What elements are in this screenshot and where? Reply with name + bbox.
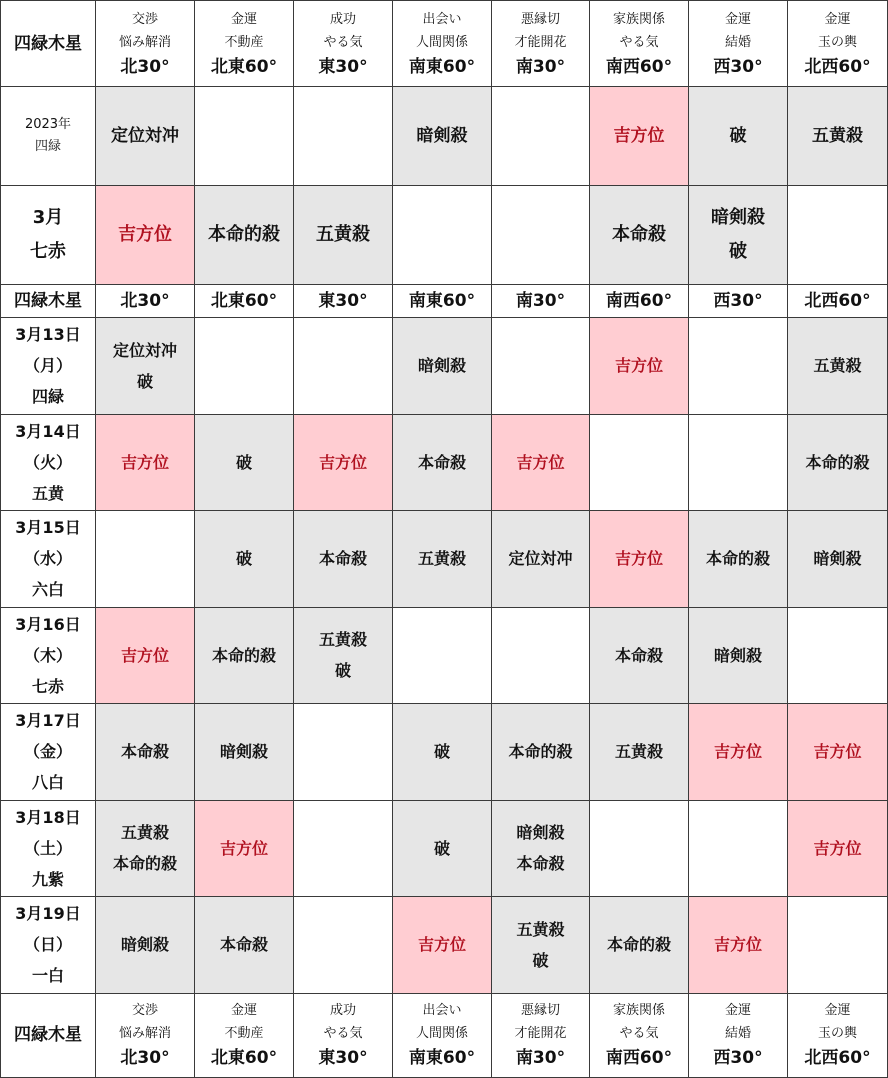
fortune-cell: [788, 800, 888, 897]
day-row-1: [1, 414, 888, 511]
fortune-cell: [195, 897, 294, 994]
fortune-cell: [96, 897, 195, 994]
fortune-cell: [689, 186, 788, 285]
fortune-cell: [492, 87, 590, 186]
row-label: [1, 511, 96, 608]
row-label-line: 3月19日: [15, 904, 81, 924]
fortune-text: 本命的殺: [606, 935, 671, 955]
fortune-cell: [195, 800, 294, 897]
direction-header-0: [96, 1, 195, 87]
fortune-cell: [689, 800, 788, 897]
direction-purpose: やる気: [619, 1026, 659, 1041]
direction-angle: 南東60°: [408, 56, 476, 77]
fortune-cell: [689, 87, 788, 186]
fortune-cell: [294, 87, 393, 186]
fortune-text: 五黄殺: [516, 919, 565, 939]
direction-header-7: [788, 1, 888, 87]
year-row: [1, 87, 888, 186]
direction-purpose: 悪縁切: [520, 1003, 560, 1018]
fortune-text: 本命殺: [318, 549, 367, 569]
fortune-text: 破: [235, 452, 252, 472]
row-label: [1, 186, 96, 285]
row-label-line: 3月18日: [15, 807, 81, 827]
fortune-text: 暗剣殺: [417, 356, 466, 376]
fortune-text: 本命的殺: [805, 452, 870, 472]
fortune-cell: [195, 414, 294, 511]
direction-purpose: 悪縁切: [520, 11, 560, 27]
row-label-line: （土）: [23, 838, 72, 858]
direction-purpose: 結婚: [724, 34, 751, 50]
fortune-cell: [393, 414, 492, 511]
fortune-text: 暗剣殺: [711, 207, 765, 228]
row-label: [1, 414, 96, 511]
fortune-text: 暗剣殺: [120, 935, 169, 955]
fortune-text: 吉方位: [120, 452, 169, 472]
direction-angle: 南30°: [515, 56, 566, 77]
fortune-text: 本命的殺: [208, 224, 280, 245]
direction-header-6: [689, 993, 788, 1077]
fortune-cell: [393, 186, 492, 285]
row-label: [1, 607, 96, 704]
row-label-line: 六白: [31, 580, 64, 600]
day-row-4: [1, 704, 888, 801]
fortune-text: 五黄殺: [316, 224, 370, 245]
fortune-cell: [788, 607, 888, 704]
row-label-line: （金）: [23, 742, 72, 762]
day-row-3: [1, 607, 888, 704]
fortune-text: 本命的殺: [211, 645, 276, 665]
direction-header-2: [294, 1, 393, 87]
direction-angle: 南西60°: [590, 285, 689, 318]
direction-purpose: 交渉: [131, 1003, 158, 1018]
fortune-cell: [393, 800, 492, 897]
fortune-cell: [96, 511, 195, 608]
fortune-cell: [492, 607, 590, 704]
direction-purpose: 才能開花: [514, 1026, 567, 1041]
fortune-text: 五黄殺: [813, 356, 862, 376]
direction-angle: 西30°: [689, 285, 788, 318]
row-label-line: 五黄: [31, 483, 64, 503]
day-row-6: [1, 897, 888, 994]
fortune-text: 吉方位: [813, 742, 862, 762]
row-label-line: （木）: [23, 645, 72, 665]
row-label-line: 四緑: [31, 387, 64, 407]
star-label: 四緑木星: [1, 285, 96, 318]
direction-purpose: 不動産: [224, 1026, 264, 1041]
fortune-text: 破: [433, 742, 450, 762]
fortune-text: 本命殺: [516, 854, 565, 874]
fortune-text: 吉方位: [219, 838, 268, 858]
fortune-cell: [788, 511, 888, 608]
fortune-cell: [492, 511, 590, 608]
direction-purpose: 出会い: [422, 11, 462, 27]
direction-purpose: 金運: [724, 11, 751, 27]
fortune-cell: [195, 511, 294, 608]
fortune-cell: [492, 186, 590, 285]
fortune-cell: [590, 897, 689, 994]
fortune-text: 暗剣殺: [713, 645, 762, 665]
fortune-cell: [788, 87, 888, 186]
fortune-cell: [590, 511, 689, 608]
row-label: [1, 87, 96, 186]
direction-header-3: [393, 993, 492, 1077]
fortune-cell: [294, 800, 393, 897]
fortune-text: 吉方位: [614, 549, 663, 569]
direction-angle: 南東60°: [408, 1048, 476, 1068]
direction-angle: 北東60°: [210, 1048, 278, 1068]
direction-angle: 北西60°: [804, 56, 871, 77]
direction-purpose: 人間関係: [415, 34, 468, 50]
direction-purpose: 金運: [230, 11, 257, 27]
row-label-line: 九紫: [31, 869, 64, 889]
fortune-cell: [294, 186, 393, 285]
fortune-text: 破: [334, 661, 351, 681]
direction-purpose: 家族関係: [612, 1003, 665, 1018]
direction-angle: 北西60°: [788, 285, 888, 318]
row-label-line: （水）: [23, 549, 72, 569]
direction-angle: 北東60°: [195, 285, 294, 318]
direction-purpose: 金運: [824, 11, 851, 27]
fortune-text: 破: [532, 950, 549, 970]
fortune-cell: [294, 414, 393, 511]
fortune-cell: [294, 704, 393, 801]
fortune-cell: [96, 607, 195, 704]
direction-purpose: 悩み解消: [118, 1026, 171, 1041]
direction-header-5: [590, 1, 689, 87]
fortune-text: 吉方位: [813, 838, 862, 858]
fortune-text: 破: [433, 838, 450, 858]
fortune-cell: [294, 318, 393, 415]
fortune-cell: [96, 87, 195, 186]
direction-header-1: [195, 1, 294, 87]
direction-angle: 西30°: [713, 1048, 763, 1068]
fortune-cell: [590, 414, 689, 511]
fortune-cell: [393, 87, 492, 186]
row-label-line: 3月16日: [15, 614, 81, 634]
fortune-cell: [689, 607, 788, 704]
row-label-line: 2023年: [24, 117, 72, 132]
fortune-text: 吉方位: [614, 356, 663, 376]
fortune-cell: [96, 800, 195, 897]
direction-header-3: [393, 1, 492, 87]
direction-angle: 西30°: [713, 56, 763, 77]
fortune-text: 本命殺: [120, 742, 169, 762]
fortune-text: 本命殺: [612, 224, 666, 245]
fortune-text: 五黄殺: [812, 126, 863, 146]
direction-purpose: 玉の輿: [817, 1026, 857, 1041]
fortune-cell: [492, 800, 590, 897]
fortune-text: 破: [235, 549, 252, 569]
fortune-text: 破: [729, 126, 747, 146]
fortune-cell: [689, 704, 788, 801]
fortune-text: 五黄殺: [120, 823, 169, 843]
fortune-text: 定位対冲: [508, 549, 573, 569]
direction-header-6: [689, 1, 788, 87]
direction-purpose: 才能開花: [514, 34, 567, 50]
fortune-text: 暗剣殺: [219, 742, 268, 762]
month-row: [1, 186, 888, 285]
fortune-cell: [294, 897, 393, 994]
fortune-cell: [590, 318, 689, 415]
row-label-line: （月）: [23, 356, 72, 376]
fortune-text: 吉方位: [713, 935, 762, 955]
fortune-text: 本命的殺: [508, 742, 573, 762]
fortune-text: 定位対冲: [112, 340, 177, 360]
fortune-text: 吉方位: [516, 452, 565, 472]
star-label: 四緑木星: [1, 1, 96, 87]
fortune-cell: [590, 186, 689, 285]
direction-angle: 東30°: [318, 1048, 368, 1068]
fortune-cell: [492, 897, 590, 994]
fortune-cell: [96, 414, 195, 511]
direction-angle: 北30°: [120, 1048, 170, 1068]
day-row-5: [1, 800, 888, 897]
fortune-cell: [689, 897, 788, 994]
fortune-text: 破: [729, 241, 747, 262]
row-label-line: 3月13日: [15, 325, 81, 345]
direction-purpose: 金運: [230, 1003, 257, 1018]
fortune-cell: [195, 87, 294, 186]
direction-angle: 南30°: [492, 285, 590, 318]
direction-purpose: 玉の輿: [817, 34, 857, 50]
fortune-text: 本命的殺: [112, 854, 177, 874]
fortune-text: 破: [136, 371, 153, 391]
row-label-line: 3月17日: [15, 711, 81, 731]
fortune-text: 吉方位: [118, 224, 172, 245]
fortune-text: 定位対冲: [111, 126, 179, 146]
direction-purpose: 成功: [329, 11, 356, 27]
fortune-cell: [393, 607, 492, 704]
day-row-2: [1, 511, 888, 608]
direction-angle: 北30°: [96, 285, 195, 318]
direction-angle: 南西60°: [605, 1048, 673, 1068]
direction-purpose: 金運: [724, 1003, 751, 1018]
direction-header-1: [195, 993, 294, 1077]
fortune-text: 暗剣殺: [813, 549, 862, 569]
fortune-cell: [788, 318, 888, 415]
fortune-text: 本命的殺: [705, 549, 770, 569]
top-direction-header-row: [1, 1, 888, 87]
bottom-direction-header-row: [1, 993, 888, 1077]
fortune-cell: [492, 414, 590, 511]
fortune-text: 本命殺: [219, 935, 268, 955]
row-label-line: 七赤: [31, 676, 64, 696]
row-label: [1, 897, 96, 994]
fortune-text: 暗剣殺: [516, 823, 565, 843]
fortune-text: 五黄殺: [318, 630, 367, 650]
fortune-cell: [294, 511, 393, 608]
direction-purpose: 結婚: [724, 1026, 751, 1041]
direction-angle: 南西60°: [605, 56, 673, 77]
direction-header-4: [492, 993, 590, 1077]
direction-purpose: やる気: [619, 34, 659, 50]
row-label-line: 四緑: [34, 139, 61, 154]
fortune-cell: [689, 318, 788, 415]
direction-purpose: 成功: [329, 1003, 356, 1018]
fortune-cell: [195, 186, 294, 285]
direction-purpose: 交渉: [131, 11, 158, 27]
fortune-cell: [294, 607, 393, 704]
row-label: [1, 800, 96, 897]
direction-angle: 南30°: [515, 1048, 566, 1068]
direction-angle: 東30°: [294, 285, 393, 318]
direction-purpose: 不動産: [224, 34, 264, 50]
direction-angle: 東30°: [318, 56, 368, 77]
row-label-line: 3月14日: [15, 421, 81, 441]
direction-purpose: 家族関係: [612, 11, 665, 27]
fortune-cell: [590, 87, 689, 186]
fortune-cell: [393, 511, 492, 608]
direction-angle: 北西60°: [804, 1048, 871, 1068]
fortune-cell: [195, 704, 294, 801]
star-label: 四緑木星: [1, 993, 96, 1077]
direction-purpose: 人間関係: [415, 1026, 468, 1041]
fortune-text: 本命殺: [417, 452, 466, 472]
row-label-line: 一白: [31, 966, 64, 986]
fortune-cell: [492, 704, 590, 801]
row-label: [1, 318, 96, 415]
row-label: [1, 704, 96, 801]
fortune-cell: [393, 897, 492, 994]
fortune-text: 暗剣殺: [416, 126, 468, 146]
fortune-cell: [689, 414, 788, 511]
direction-header-0: [96, 993, 195, 1077]
fortune-cell: [393, 318, 492, 415]
mid-direction-row: [1, 285, 888, 318]
fortune-cell: [788, 414, 888, 511]
row-label-line: 3月: [32, 207, 64, 228]
fortune-cell: [393, 704, 492, 801]
row-label-line: （日）: [23, 935, 72, 955]
row-label-line: 七赤: [30, 241, 66, 262]
day-row-0: [1, 318, 888, 415]
fortune-cell: [96, 186, 195, 285]
fortune-text: 吉方位: [120, 645, 169, 665]
direction-angle: 北30°: [120, 56, 170, 77]
direction-header-5: [590, 993, 689, 1077]
fortune-text: 五黄殺: [614, 742, 663, 762]
direction-purpose: やる気: [323, 1026, 363, 1041]
direction-purpose: やる気: [323, 34, 363, 50]
fortune-cell: [96, 318, 195, 415]
fortune-cell: [96, 704, 195, 801]
direction-purpose: 悩み解消: [118, 34, 171, 50]
fortune-text: 吉方位: [318, 452, 367, 472]
fortune-text: 吉方位: [713, 742, 762, 762]
fortune-cell: [590, 704, 689, 801]
fortune-cell: [788, 704, 888, 801]
direction-purpose: 出会い: [422, 1003, 462, 1018]
fortune-text: 吉方位: [417, 935, 466, 955]
row-label-line: 3月15日: [15, 518, 81, 538]
fortune-text: 五黄殺: [417, 549, 466, 569]
fortune-cell: [689, 511, 788, 608]
fortune-cell: [195, 607, 294, 704]
fortune-text: 本命殺: [614, 645, 663, 665]
row-label-line: 八白: [31, 773, 64, 793]
direction-header-2: [294, 993, 393, 1077]
row-label-line: （火）: [23, 452, 72, 472]
fortune-text: 吉方位: [613, 126, 665, 146]
direction-purpose: 金運: [824, 1003, 851, 1018]
fortune-cell: [788, 897, 888, 994]
direction-header-4: [492, 1, 590, 87]
fortune-cell: [788, 186, 888, 285]
direction-angle: 北東60°: [210, 56, 278, 77]
fortune-cell: [590, 607, 689, 704]
direction-angle: 南東60°: [393, 285, 492, 318]
direction-header-7: [788, 993, 888, 1077]
fortune-cell: [492, 318, 590, 415]
fortune-cell: [195, 318, 294, 415]
fortune-cell: [590, 800, 689, 897]
